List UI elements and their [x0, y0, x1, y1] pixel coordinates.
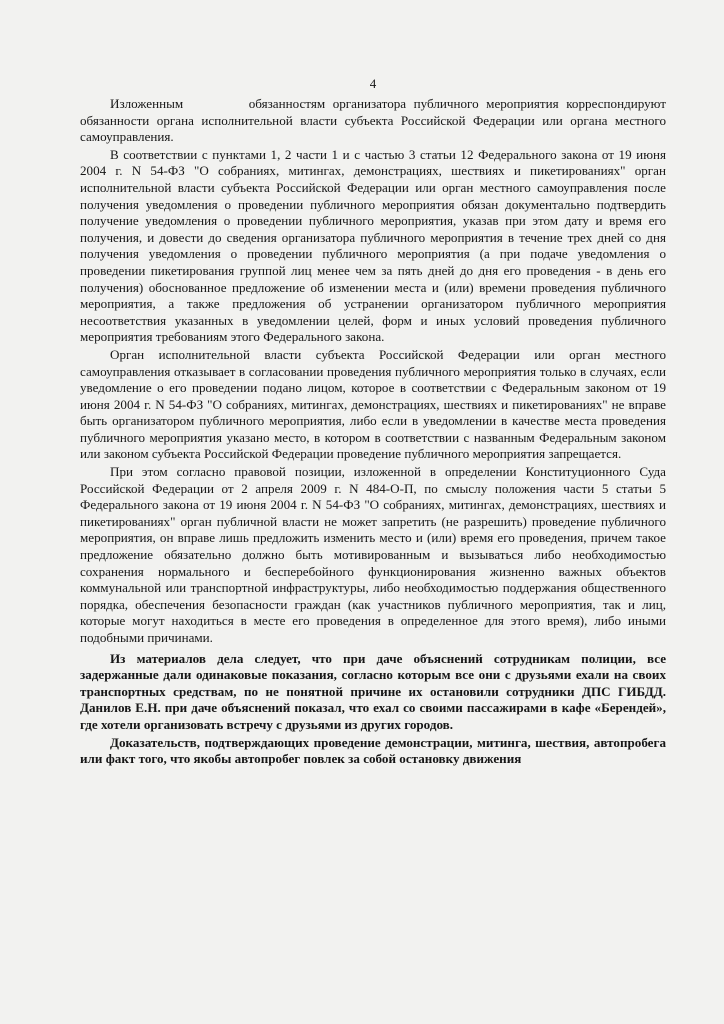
paragraph-4: При этом согласно правовой позиции, изложенной в определении Конституционного Суда Российской Федерации от 2 апреля 2009 г. N 484-О-П, по смыслу положения части 5 статьи 5 Федерального закона от 19 июня 2004 г. N 54-ФЗ "О собраниях, митингах, демонстрациях, шествиях и пикетированиях" орган публичной власти не может запретить (не разрешить) проведение публичного мероприятия, он вправе лишь предложить изменить место и (или) время его проведения, причем такое предложение обязательно должно быть мотивированным и вызываться либо необходимостью сохранения нормального и бесперебойного функционирования жизненно важных объектов коммунальной или транспортной инфраструктуры, либо необходимостью поддержания общественного порядка, обеспечения безопасности граждан (как участников публичного мероприятия, так и лиц, которые могут находиться в месте его проведения в определенное для этого время), либо иными подобными причинами. [80, 464, 666, 645]
paragraph-1-rest: обязанностям организатора публичного мероприятия корреспондируют обязанности органа исполнительной власти субъекта Российской Федерации или органа местного самоуправления. [80, 96, 666, 145]
paragraph-2: В соответствии с пунктами 1, 2 части 1 и с частью 3 статьи 12 Федерального закона от 19 июня 2004 г. N 54-ФЗ "О собраниях, митингах, демонстрациях, шествиях и пикетированиях" орган исполнительной власти субъекта Российской Федерации или орган местного самоуправления после получения уведомления о проведении публичного мероприятия обязан документально подтвердить получение уведомления о проведении публичного мероприятия, указав при этом дату и время его получения, и довести до сведения организатора публичного мероприятия в течение трех дней со дня получения уведомления о проведении публичного мероприятия (а при подаче уведомления о проведении пикетирования группой лиц менее чем за пять дней до дня его проведения - в день его получения) обоснованное предложение об изменении места и (или) времени проведения публичного мероприятия, а также предложения об устранении организатором публичного мероприятия несоответствия указанных в уведомлении целей, форм и иных условий проведения публичного мероприятия требованиям этого Федерального закона. [80, 146, 666, 345]
page-number: 4 [369, 76, 377, 91]
paragraph-1-first-word: Изложенным [110, 96, 184, 111]
paragraph-3: Орган исполнительной власти субъекта Российской Федерации или орган местного самоуправления отказывает в согласовании проведения публичного мероприятия только в случаях, если уведомление о его проведении подано лицом, которое в соответствии с Федеральным законом от 19 июня 2004 г. N 54-ФЗ "О собраниях, митингах, демонстрациях, шествиях и пикетированиях" не вправе быть организатором публичного мероприятия, либо если в уведомлении в качестве места проведения публичного мероприятия указано место, в котором в соответствии с названным Федеральным законом или законом субъекта Российской Федерации проведение публичного мероприятия запрещается. [80, 346, 666, 462]
paragraph-5: Из материалов дела следует, что при даче объяснений сотрудникам полиции, все задержанные дали одинаковые показания, согласно которым все они с друзьями ехали на своих транспортных средствам, по не понятной причине их остановили сотрудники ДПС ГИБДД. Данилов Е.Н. при даче объяснений показал, что ехал со своими пассажирами в кафе «Берендей», где хотели организовать встречу с друзьями из других городов. [80, 650, 666, 732]
paragraph-6: Доказательств, подтверждающих проведение демонстрации, митинга, шествия, автопробега или факт того, что якобы автопробег повлек за собой остановку движения [80, 734, 666, 767]
paragraph-1 [80, 96, 666, 146]
